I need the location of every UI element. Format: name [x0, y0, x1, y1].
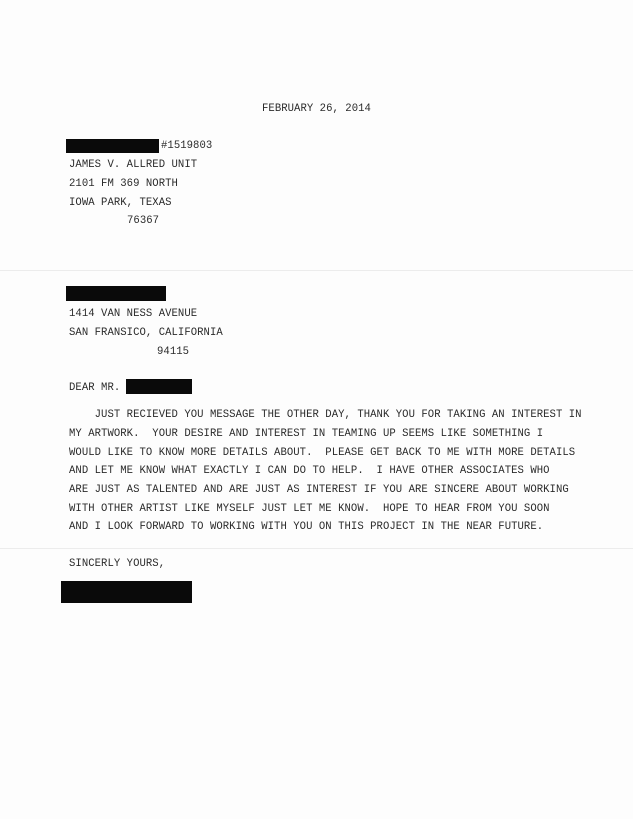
redacted-recipient-name	[66, 286, 166, 301]
redacted-signature	[61, 581, 192, 603]
recipient-street: 1414 VAN NESS AVENUE	[69, 308, 198, 320]
sender-unit: JAMES V. ALLRED UNIT	[69, 159, 198, 171]
letter-date: FEBRUARY 26, 2014	[262, 103, 371, 115]
fold-line	[0, 548, 633, 549]
redacted-salutation-name	[126, 379, 192, 394]
recipient-zip: 94115	[157, 346, 190, 358]
recipient-city-state: SAN FRANSICO, CALIFORNIA	[69, 327, 223, 339]
body-line: AND LET ME KNOW WHAT EXACTLY I CAN DO TO HELP. I HAVE OTHER ASSOCIATES WHO	[69, 465, 550, 477]
body-line: JUST RECIEVED YOU MESSAGE THE OTHER DAY, THANK YOU FOR TAKING AN INTEREST IN	[69, 409, 582, 421]
body-line: MY ARTWORK. YOUR DESIRE AND INTEREST IN TEAMING UP SEEMS LIKE SOMETHING I	[69, 428, 544, 440]
fold-line	[0, 270, 633, 271]
body-line: ARE JUST AS TALENTED AND ARE JUST AS INTEREST IF YOU ARE SINCERE ABOUT WORKING	[69, 484, 569, 496]
salutation: DEAR MR.	[69, 382, 121, 394]
sender-street: 2101 FM 369 NORTH	[69, 178, 178, 190]
body-line: WOULD LIKE TO KNOW MORE DETAILS ABOUT. PLEASE GET BACK TO ME WITH MORE DETAILS	[69, 447, 576, 459]
body-line: WITH OTHER ARTIST LIKE MYSELF JUST LET ME KNOW. HOPE TO HEAR FROM YOU SOON	[69, 503, 550, 515]
inmate-number: #1519803	[161, 140, 213, 152]
body-line: AND I LOOK FORWARD TO WORKING WITH YOU ON THIS PROJECT IN THE NEAR FUTURE.	[69, 521, 544, 533]
sender-city-state: IOWA PARK, TEXAS	[69, 197, 172, 209]
redacted-sender-name	[66, 139, 159, 153]
sender-zip: 76367	[127, 215, 160, 227]
closing: SINCERLY YOURS,	[69, 558, 166, 570]
